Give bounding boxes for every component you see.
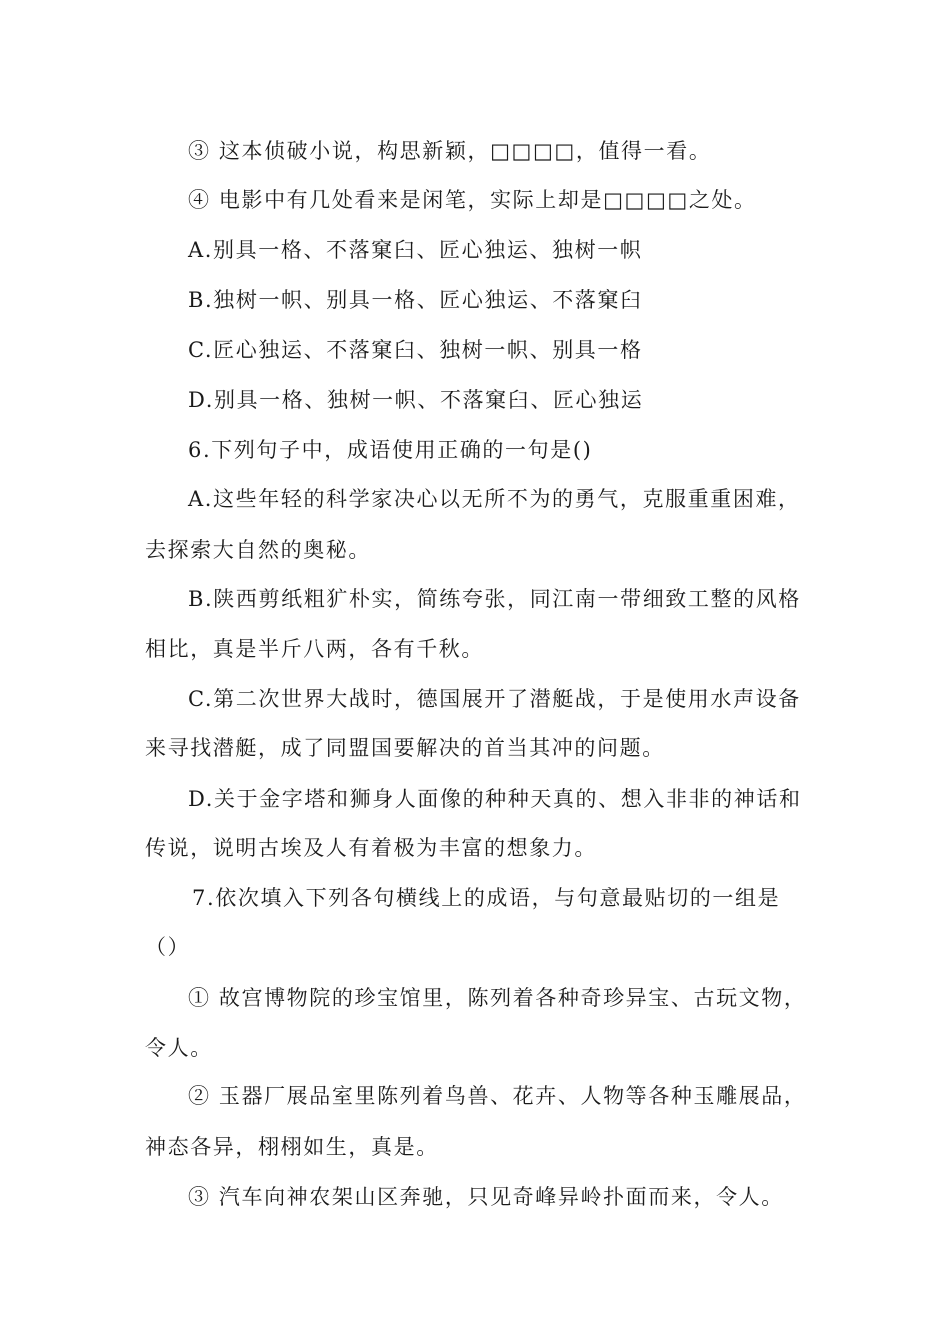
q6-option-b-line-2: 相比，真是半斤八两，各有千秋。	[145, 637, 484, 661]
q6-option-b-line-1: B.陕西剪纸粗犷朴实，简练夸张，同江南一带细致工整的风格	[188, 587, 801, 611]
q6-option-d-line-2: 传说，说明古埃及人有着极为丰富的想象力。	[145, 836, 597, 860]
q7-sentence-1-line-2: 令人。	[145, 1036, 213, 1060]
q6-option-a-line-2: 去探索大自然的奥秘。	[145, 538, 371, 562]
text-line-3: ③ 这本侦破小说，构思新颖，□□□□，值得一看。	[188, 139, 712, 163]
option-c-line: C.匠心独运、不落窠臼、独树一帜、别具一格	[188, 338, 643, 362]
option-d-line: D.别具一格、独树一帜、不落窠臼、匠心独运	[188, 388, 644, 412]
q6-option-c-line-2: 来寻找潜艇，成了同盟国要解决的首当其冲的问题。	[145, 736, 665, 760]
q6-option-c-line-1: C.第二次世界大战时，德国展开了潜艇战，于是使用水声设备	[188, 687, 801, 711]
option-a-line: A.别具一格、不落窠臼、匠心独运、独树一帜	[188, 238, 643, 262]
question-7-paren: （）	[145, 935, 191, 959]
q7-sentence-1-line-1: ① 故宫博物院的珍宝馆里，陈列着各种奇珍异宝、古玩文物，	[188, 986, 807, 1010]
q7-sentence-2-line-1: ② 玉器厂展品室里陈列着鸟兽、花卉、人物等各种玉雕展品，	[188, 1084, 807, 1108]
q6-option-d-line-1: D.关于金字塔和狮身人面像的种种天真的、想入非非的神话和	[188, 787, 802, 811]
option-b-line: B.独树一帜、别具一格、匠心独运、不落窠臼	[188, 288, 643, 312]
question-6-title: 6.下列句子中，成语使用正确的一句是()	[188, 438, 593, 462]
question-7-title: 7.依次填入下列各句横线上的成语，与句意最贴切的一组是	[192, 886, 781, 910]
text-line-4: ④ 电影中有几处看来是闲笔，实际上却是□□□□之处。	[188, 188, 757, 212]
q6-option-a-line-1: A.这些年轻的科学家决心以无所不为的勇气，克服重重困难，	[188, 487, 801, 511]
q7-sentence-3: ③ 汽车向神农架山区奔驰，只见奇峰异岭扑面而来，令人。	[188, 1185, 784, 1209]
q7-sentence-2-line-2: 神态各异，栩栩如生，真是。	[145, 1135, 439, 1159]
